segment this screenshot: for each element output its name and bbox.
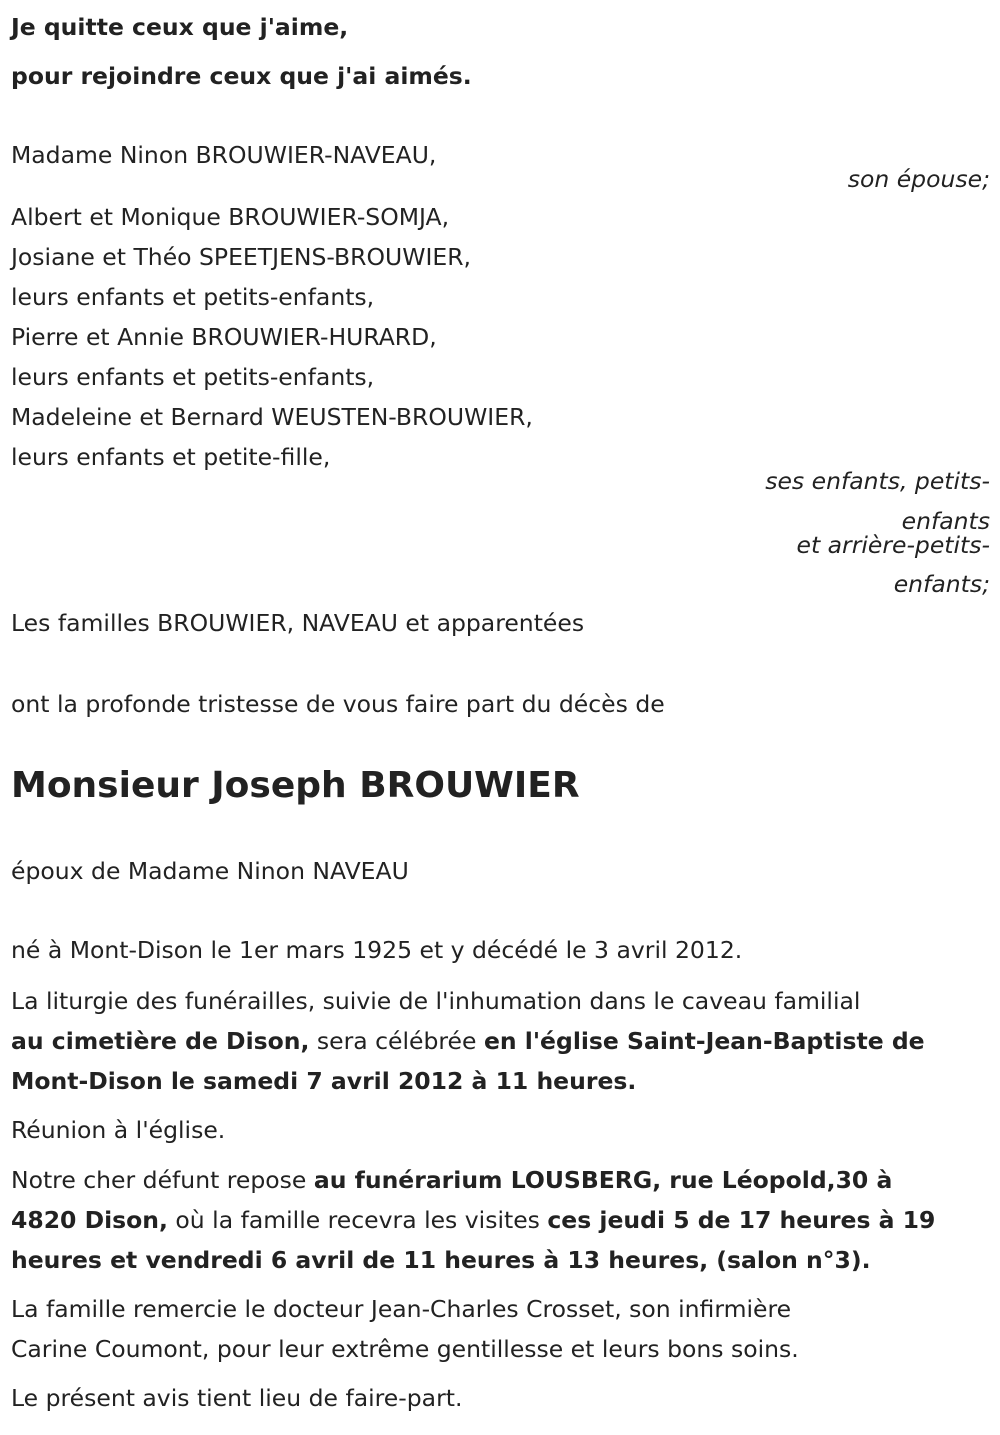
thanks-line-1: La famille remercie le docteur Jean-Charles Crosset, son infirmière <box>11 1295 792 1323</box>
visitation-line-2 <box>11 1205 935 1235</box>
closing-line: Le présent avis tient lieu de faire-part. <box>11 1384 463 1412</box>
deceased-spouse-of: époux de Madame Ninon NAVEAU <box>11 857 409 885</box>
funeral-line-3: Mont-Dison le samedi 7 avril 2012 à 11 heures. <box>11 1067 637 1095</box>
church-text: en l'église Saint-Jean-Baptiste de <box>483 1027 925 1055</box>
deceased-name: Monsieur Joseph BROUWIER <box>11 765 580 806</box>
children-line-6: Madeleine et Bernard WEUSTEN-BROUWIER, <box>11 403 533 431</box>
meeting-line: Réunion à l'église. <box>11 1116 226 1144</box>
visitation-line-3: heures et vendredi 6 avril de 11 heures à 13 heures, (salon n°3). <box>11 1246 871 1274</box>
visiting-hours-1: ces jeudi 5 de 17 heures à 19 <box>547 1206 936 1234</box>
announcement-line: ont la profonde tristesse de vous faire part du décès de <box>11 690 665 718</box>
children-role-1: ses enfants, petits- <box>765 467 990 495</box>
funeral-line-2 <box>11 1026 925 1056</box>
visitation-connector: où la famille recevra les visites <box>167 1206 548 1234</box>
visitation-intro: Notre cher défunt repose <box>11 1166 314 1194</box>
thanks-line-2: Carine Coumont, pour leur extrême gentillesse et leurs bons soins. <box>11 1335 799 1363</box>
funeral-home-city: 4820 Dison, <box>11 1206 168 1234</box>
families-line: Les familles BROUWIER, NAVEAU et apparentées <box>11 609 585 637</box>
children-role-3: et arrière-petits- <box>796 531 990 559</box>
spouse-role: son épouse; <box>847 165 990 193</box>
epigraph-line-1: Je quitte ceux que j'aime, <box>11 13 349 41</box>
epigraph-line-2: pour rejoindre ceux que j'ai aimés. <box>11 62 472 90</box>
cemetery-text: au cimetière de Dison, <box>11 1027 310 1055</box>
children-line-7: leurs enfants et petite-fille, <box>11 443 331 471</box>
funeral-line-1: La liturgie des funérailles, suivie de l'inhumation dans le caveau familial <box>11 987 861 1015</box>
birth-death-line: né à Mont-Dison le 1er mars 1925 et y décédé le 3 avril 2012. <box>11 936 743 964</box>
children-line-3: leurs enfants et petits-enfants, <box>11 283 375 311</box>
funeral-connector: sera célébrée <box>309 1027 484 1055</box>
visitation-line-1 <box>11 1165 892 1195</box>
spouse-name: Madame Ninon BROUWIER-NAVEAU, <box>11 141 437 169</box>
children-line-4: Pierre et Annie BROUWIER-HURARD, <box>11 323 437 351</box>
children-role-2: enfants <box>901 507 990 535</box>
children-line-1: Albert et Monique BROUWIER-SOMJA, <box>11 203 450 231</box>
children-role-4: enfants; <box>893 570 990 598</box>
children-line-5: leurs enfants et petits-enfants, <box>11 363 375 391</box>
children-line-2: Josiane et Théo SPEETJENS-BROUWIER, <box>11 243 472 271</box>
funeral-home-text: au funérarium LOUSBERG, rue Léopold,30 à <box>313 1166 893 1194</box>
